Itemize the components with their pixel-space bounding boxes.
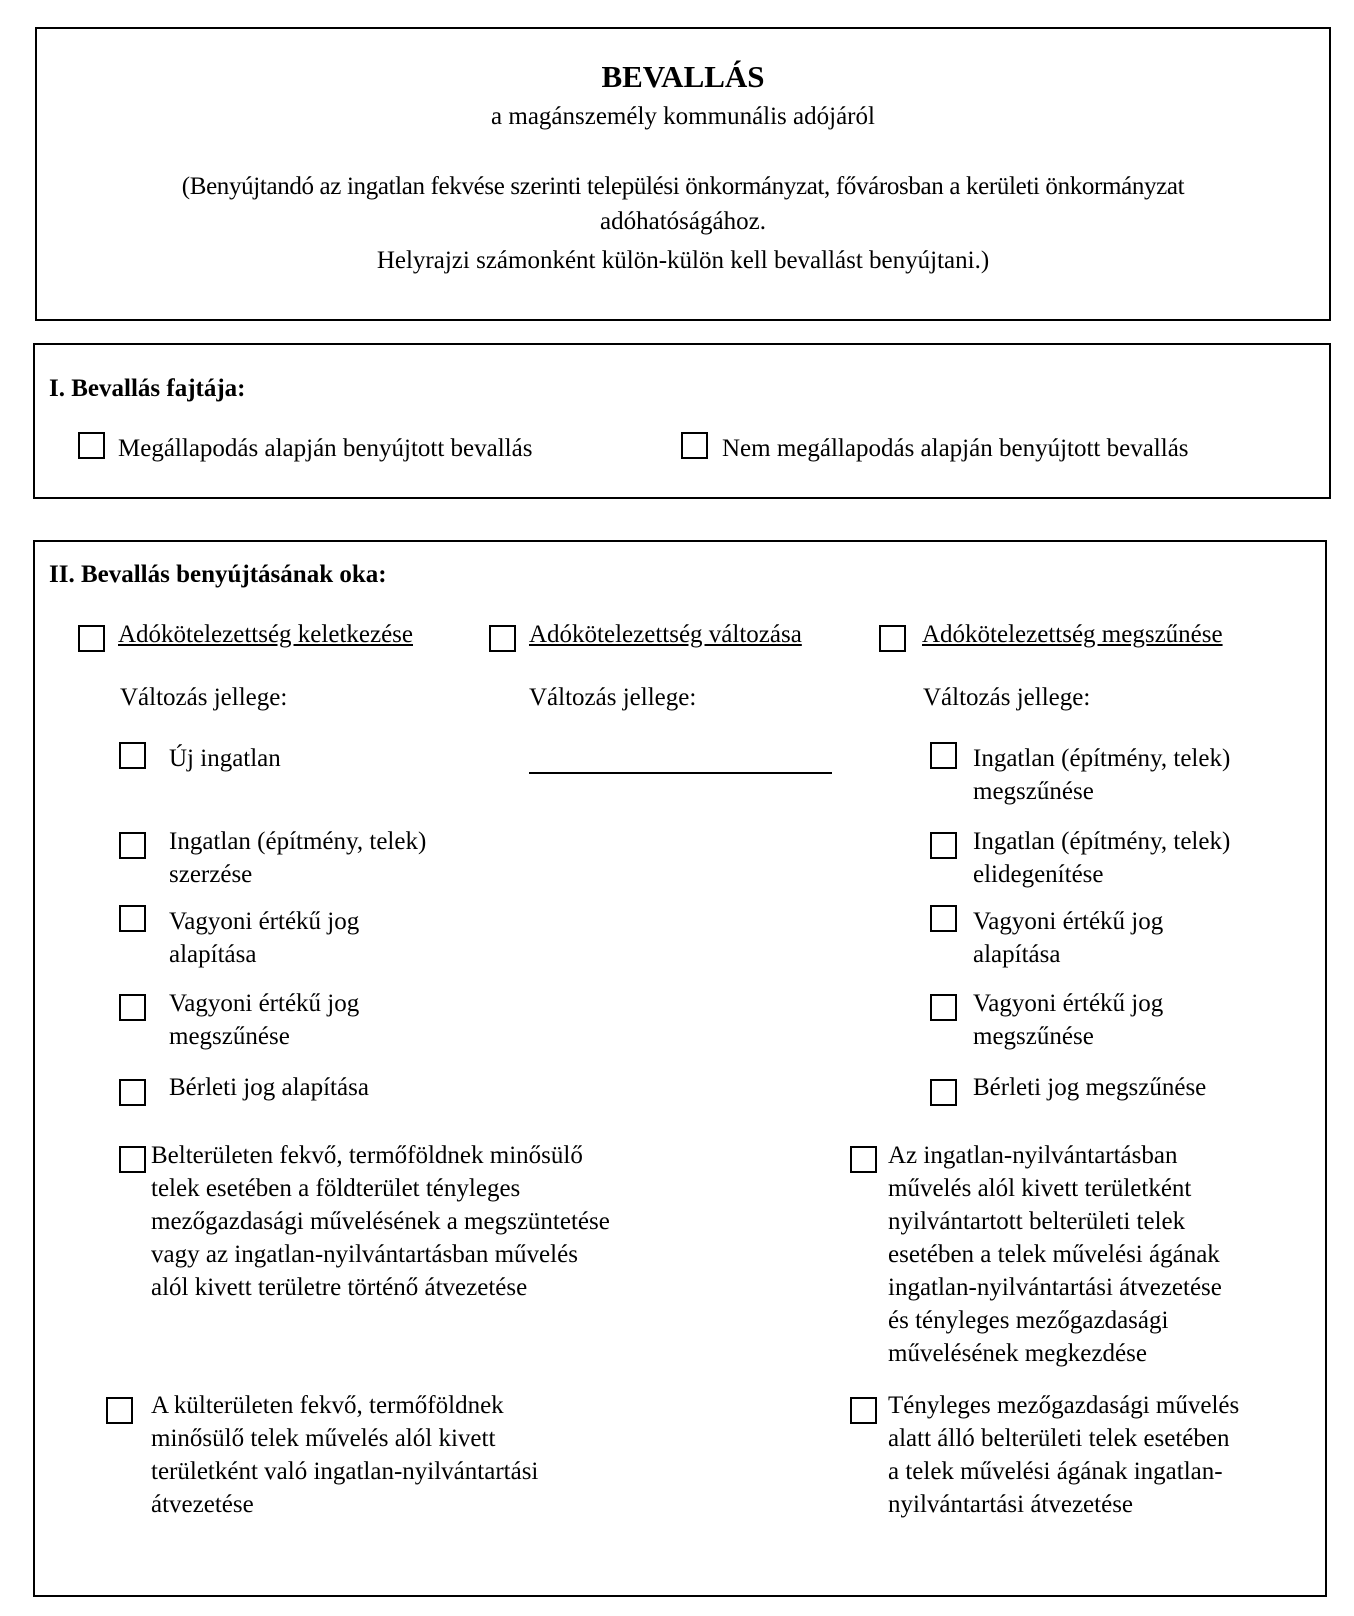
outer-area-registration-label: A külterületen fekvő, termőföldnek minősülő telek művelés alól kivett területként való ingatlan-nyilvántartási átvezetése bbox=[151, 1392, 539, 1518]
tax-liability-termination-checkbox[interactable] bbox=[879, 625, 906, 652]
inner-plot-cultivation-start-checkbox[interactable] bbox=[850, 1146, 877, 1173]
property-cessation-label: Ingatlan (építmény, telek) megszűnése bbox=[973, 745, 1231, 805]
inner-area-cultivation-end-checkbox[interactable] bbox=[119, 1146, 146, 1173]
lease-right-establish-checkbox[interactable] bbox=[119, 1079, 146, 1106]
tax-liability-change-title[interactable]: Adókötelezettség változása bbox=[529, 621, 802, 648]
col3-property-right-establish-label: Vagyoni értékű jog alapítása bbox=[973, 908, 1164, 968]
property-alienation-checkbox[interactable] bbox=[930, 832, 957, 859]
property-right-establish-label: Vagyoni értékű jog alapítása bbox=[169, 908, 360, 968]
lease-right-establish-label: Bérleti jog alapítása bbox=[169, 1074, 369, 1101]
tax-liability-arising-checkbox[interactable] bbox=[78, 625, 105, 652]
tax-liability-change-checkbox[interactable] bbox=[489, 625, 516, 652]
cultivated-inner-plot-registration-label: Tényleges mezőgazdasági művelés alatt álló belterületi telek esetében a telek művelési ágának ingatlan- nyilvántartási átvezetése bbox=[888, 1392, 1240, 1518]
col3-change-label: Változás jellege: bbox=[923, 684, 1091, 711]
property-acquisition-checkbox[interactable] bbox=[119, 832, 146, 859]
form-note-line3: Helyrajzi számonként külön-külön kell bevallást benyújtani.) bbox=[376, 247, 990, 274]
new-property-label: Új ingatlan bbox=[169, 745, 281, 772]
property-right-termination-label: Vagyoni értékű jog megszűnése bbox=[169, 990, 360, 1050]
cultivated-inner-plot-registration-checkbox[interactable] bbox=[850, 1397, 877, 1424]
lease-right-termination-checkbox[interactable] bbox=[930, 1079, 957, 1106]
form-subtitle: a magánszemély kommunális adójáról bbox=[491, 103, 875, 130]
col2-change-blank-line[interactable] bbox=[529, 772, 832, 774]
col1-change-label: Változás jellege: bbox=[120, 684, 288, 711]
property-right-establish-checkbox[interactable] bbox=[119, 905, 146, 932]
property-alienation-label: Ingatlan (építmény, telek) elidegenítése bbox=[973, 828, 1231, 888]
no-agreement-checkbox[interactable] bbox=[681, 432, 708, 459]
form-title: BEVALLÁS bbox=[601, 59, 765, 94]
tax-liability-arising-title[interactable]: Adókötelezettség keletkezése bbox=[118, 621, 413, 648]
property-acquisition-label: Ingatlan (építmény, telek) szerzése bbox=[169, 828, 427, 888]
col2-change-label: Változás jellege: bbox=[529, 684, 697, 711]
section-1-heading: I. Bevallás fajtája: bbox=[49, 375, 246, 402]
no-agreement-label: Nem megállapodás alapján benyújtott bevallás bbox=[722, 435, 1189, 462]
section-1-box bbox=[33, 343, 1331, 499]
section-2-heading: II. Bevallás benyújtásának oka: bbox=[49, 561, 387, 588]
col3-property-right-termination-label: Vagyoni értékű jog megszűnése bbox=[973, 990, 1164, 1050]
property-cessation-checkbox[interactable] bbox=[930, 742, 957, 769]
form-note-line2: adóhatóságához. bbox=[600, 208, 766, 235]
inner-plot-cultivation-start-label: Az ingatlan-nyilvántartásban művelés alól kivett területként nyilvántartott belterületi telek esetében a telek művelési ágának ingatlan-nyilvántartási átvezetése és tényleges mezőgazdasági művelésének megkezdése bbox=[888, 1142, 1222, 1367]
agreement-checkbox[interactable] bbox=[78, 432, 105, 459]
outer-area-registration-checkbox[interactable] bbox=[106, 1397, 133, 1424]
form-note-line1: (Benyújtandó az ingatlan fekvése szerinti települési önkormányzat, fővárosban a kerületi önkormányzat bbox=[181, 173, 1185, 200]
col3-property-right-establish-checkbox[interactable] bbox=[930, 905, 957, 932]
tax-liability-termination-title[interactable]: Adókötelezettség megszűnése bbox=[922, 621, 1223, 648]
col3-property-right-termination-checkbox[interactable] bbox=[930, 994, 957, 1021]
property-right-termination-checkbox[interactable] bbox=[119, 994, 146, 1021]
agreement-label: Megállapodás alapján benyújtott bevallás bbox=[118, 435, 533, 462]
lease-right-termination-label: Bérleti jog megszűnése bbox=[973, 1074, 1207, 1101]
inner-area-cultivation-end-label: Belterületen fekvő, termőföldnek minősülő telek esetében a földterület tényleges mezőgazdasági művelésének a megszüntetése vagy az ingatlan-nyilvántartásban művelés alól kivett területre történő átvezetése bbox=[151, 1142, 610, 1301]
new-property-checkbox[interactable] bbox=[119, 742, 146, 769]
